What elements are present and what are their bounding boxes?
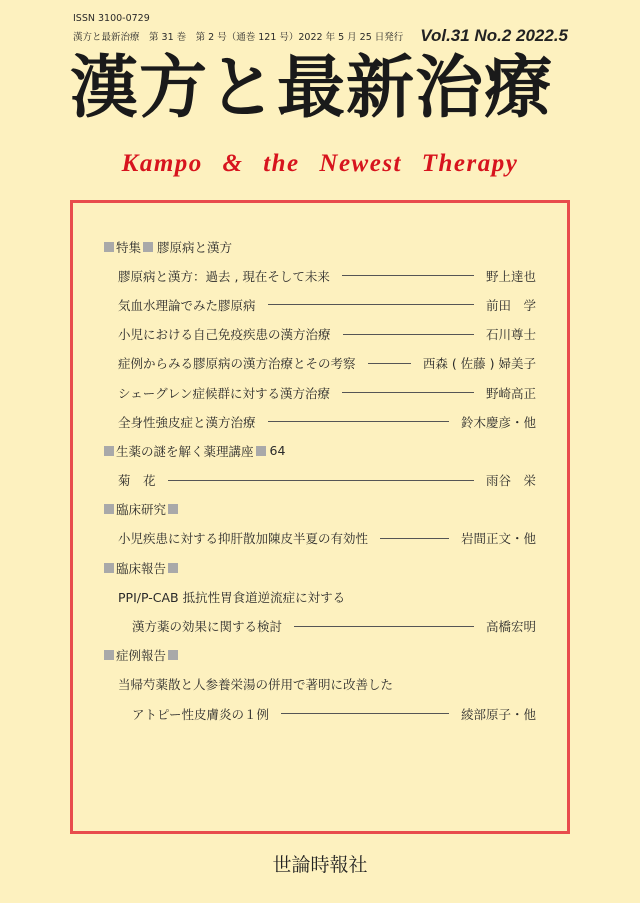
article-title: 小児疾患に対する抑肝散加陳皮半夏の有効性 bbox=[118, 531, 369, 547]
section-topic: 膠原病と漢方 bbox=[157, 239, 233, 255]
section-heading bbox=[104, 232, 536, 261]
article-title: アトピー性皮膚炎の１例 bbox=[132, 706, 270, 722]
toc-entry bbox=[104, 349, 536, 378]
article-author: 雨谷 栄 bbox=[485, 473, 536, 489]
publication-line: 漢方と最新治療 第 31 巻 第 2 号（通巻 121 号）2022 年 5 月 25 日発行 bbox=[73, 32, 404, 43]
leader-line bbox=[281, 713, 449, 714]
square-marker-icon bbox=[168, 650, 178, 660]
article-title: 小児における自己免疫疾患の漢方治療 bbox=[118, 327, 331, 343]
leader-line bbox=[380, 538, 449, 539]
square-marker-icon bbox=[104, 446, 114, 456]
article-title: 膠原病と漢方：過去 , 現在そして未来 bbox=[118, 268, 330, 284]
square-marker-icon bbox=[168, 563, 178, 573]
leader-line bbox=[342, 392, 474, 393]
section-heading bbox=[104, 641, 536, 670]
article-author: 前田 学 bbox=[485, 297, 536, 313]
square-marker-icon bbox=[104, 563, 114, 573]
leader-line bbox=[343, 334, 474, 335]
leader-line bbox=[342, 275, 474, 276]
article-author: 西森 ( 佐藤 ) 婦美子 bbox=[422, 356, 536, 372]
leader-line bbox=[168, 480, 474, 481]
section-heading bbox=[104, 495, 536, 524]
leader-line bbox=[268, 421, 449, 422]
article-author: 鈴木慶彦・他 bbox=[460, 414, 536, 430]
article-title: 症例からみる膠原病の漢方治療とその考察 bbox=[118, 356, 356, 372]
square-marker-icon bbox=[104, 504, 114, 514]
section-label: 症例報告 bbox=[116, 648, 167, 664]
article-title: 気血水理論でみた膠原病 bbox=[118, 297, 256, 313]
section-label: 臨床報告 bbox=[116, 560, 167, 576]
section-label: 特集 bbox=[116, 239, 142, 255]
article-author: 綾部原子・他 bbox=[460, 706, 536, 722]
toc-entry-line bbox=[104, 582, 536, 611]
publisher: 世論時報社 bbox=[272, 854, 368, 876]
toc-entry bbox=[104, 466, 536, 495]
article-title: PPI/P-CAB 抵抗性胃食道逆流症に対する bbox=[118, 589, 346, 605]
article-author: 岩間正文・他 bbox=[460, 531, 536, 547]
toc-entry bbox=[104, 261, 536, 290]
section-label: 生薬の謎を解く薬理講座 bbox=[116, 443, 254, 459]
article-title: 全身性強皮症と漢方治療 bbox=[118, 414, 256, 430]
toc-entry-line bbox=[104, 670, 536, 699]
square-marker-icon bbox=[104, 242, 114, 252]
leader-line bbox=[294, 626, 474, 627]
leader-line bbox=[368, 363, 411, 364]
volume-info: Vol.31 No.2 2022.5 bbox=[420, 26, 568, 45]
article-author: 高橋宏明 bbox=[485, 619, 536, 635]
leader-line bbox=[268, 304, 474, 305]
article-author: 野上達也 bbox=[485, 268, 536, 284]
article-author: 野崎高正 bbox=[485, 385, 536, 401]
toc-entry bbox=[104, 378, 536, 407]
square-marker-icon bbox=[168, 504, 178, 514]
toc-entry bbox=[104, 320, 536, 349]
square-marker-icon bbox=[256, 446, 266, 456]
article-title: 当帰芍薬散と人参養栄湯の併用で著明に改善した bbox=[118, 677, 394, 693]
article-author: 石川尊士 bbox=[485, 327, 536, 343]
issn: ISSN 3100-0729 bbox=[73, 13, 150, 24]
article-title: シェーグレン症候群に対する漢方治療 bbox=[118, 385, 330, 401]
toc-entry bbox=[104, 611, 536, 640]
article-title: 菊 花 bbox=[118, 473, 156, 489]
section-heading bbox=[104, 553, 536, 582]
section-label: 臨床研究 bbox=[116, 502, 167, 518]
journal-subtitle: Kampo & the Newest Therapy bbox=[121, 150, 519, 177]
section-topic: 64 bbox=[269, 443, 286, 459]
article-title: 漢方薬の効果に関する検討 bbox=[132, 619, 283, 635]
square-marker-icon bbox=[104, 650, 114, 660]
table-of-contents bbox=[104, 232, 536, 728]
toc-entry bbox=[104, 699, 536, 728]
section-heading bbox=[104, 436, 536, 465]
toc-entry bbox=[104, 290, 536, 319]
toc-entry bbox=[104, 524, 536, 553]
square-marker-icon bbox=[143, 242, 153, 252]
toc-entry bbox=[104, 407, 536, 436]
journal-title: 漢方と最新治療 bbox=[70, 48, 554, 128]
